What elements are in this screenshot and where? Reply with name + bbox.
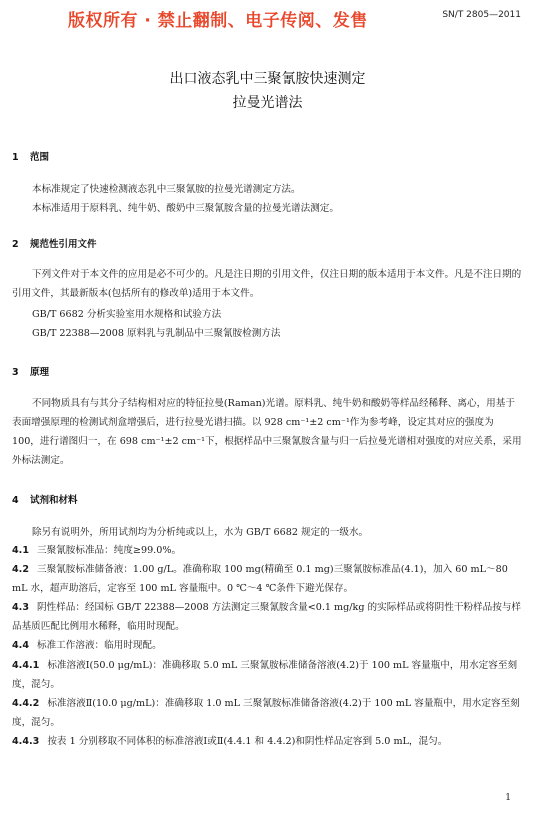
title-line-2: 拉曼光谱法	[232, 95, 303, 111]
paragraph: 下列文件对于本文件的应用是必不可少的。凡是注日期的引用文件，仅注日期的版本适用于本文件。凡是不注日期的引用文件，其最新版本(包括所有的修改单)适用于本文件。	[12, 269, 522, 299]
section-number: 1	[12, 152, 19, 163]
section-title: 试剂和材料	[30, 495, 78, 506]
clause-text: 三聚氰胺标准品：纯度≥99.0%。	[37, 545, 182, 556]
document-number: SN/T 2805—2011	[442, 10, 521, 20]
section-title: 原理	[30, 367, 50, 378]
clause-text: 标准工作溶液：临用时现配。	[37, 640, 162, 651]
clause-text: 标准溶液Ⅰ(50.0 μg/mL)：准确移取 5.0 mL 三聚氰胺标准储备溶液(4.2)于 100 mL 容量瓶中，用水定容至刻度，混匀。	[12, 660, 518, 690]
clause-4-1	[12, 541, 524, 560]
clause-4-2	[12, 560, 524, 598]
section-title: 范围	[30, 152, 50, 163]
clause-4-4-2	[12, 694, 524, 732]
clause-4-3	[12, 598, 524, 636]
clause-text: 标准溶液Ⅱ(10.0 μg/mL)：准确移取 1.0 mL 三聚氰胺标准储备溶液(4.2)于 100 mL 容量瓶中，用水定容至刻度，混匀。	[12, 698, 520, 728]
watermark: 版权所有 · 禁止翻制、电子传阅、发售	[68, 11, 368, 31]
section-1-heading	[12, 149, 49, 163]
paragraph: 不同物质具有与其分子结构相对应的特征拉曼(Raman)光谱。原料乳、纯牛奶和酸奶等样品经稀释、离心，用基于表面增强原理的检测试剂盒增强后，进行拉曼光谱扫描。以 928 cm⁻¹±2 cm⁻¹作为参考峰，设定其对应的强度为 100，进行谱图归一，在 698 cm⁻¹±2 cm⁻¹下，根据样品中三聚氰胺含量与归一后拉曼光谱相对强度的对应关系，采用外标法测定。	[12, 398, 522, 466]
clause-4-4	[12, 636, 524, 655]
clause-number: 4.4.3	[12, 736, 40, 747]
clause-number: 4.2	[12, 564, 29, 575]
paragraph: 除另有说明外，所用试剂均为分析纯或以上，水为 GB/T 6682 规定的一级水。	[32, 527, 369, 538]
clause-text: 按表 1 分别移取不同体积的标准溶液Ⅰ或Ⅱ(4.4.1 和 4.4.2)和阴性样品定容到 5.0 mL，混匀。	[47, 736, 448, 747]
section-number: 3	[12, 367, 19, 378]
section-4-heading	[12, 492, 78, 506]
page-number: 1	[505, 793, 511, 803]
clause-number: 4.1	[12, 545, 29, 556]
reference-item: GB/T 6682 分析实验室用水规格和试验方法	[32, 309, 222, 320]
clause-number: 4.3	[12, 602, 29, 613]
reference-item: GB/T 22388—2008 原料乳与乳制品中三聚氰胺检测方法	[32, 328, 281, 339]
clause-text: 三聚氰胺标准储备液：1.00 g/L。准确称取 100 mg(精确至 0.1 mg)三聚氰胺标准品(4.1)，加入 60 mL～80 mL 水，超声助溶后，定容至 100 mL 容量瓶中。0 ℃～4 ℃条件下避光保存。	[12, 564, 508, 594]
section-3-heading	[12, 364, 49, 378]
title-line-1: 出口液态乳中三聚氰胺快速测定	[169, 71, 366, 87]
clause-number: 4.4	[12, 640, 29, 651]
clause-number: 4.4.1	[12, 660, 40, 671]
clause-number: 4.4.2	[12, 698, 40, 709]
section-2-heading	[12, 236, 97, 250]
section-number: 2	[12, 239, 19, 250]
paragraph: 本标准适用于原料乳、纯牛奶、酸奶中三聚氰胺含量的拉曼光谱法测定。	[32, 203, 339, 214]
clause-4-4-3	[12, 732, 524, 751]
clause-text: 阴性样品：经国标 GB/T 22388—2008 方法测定三聚氰胺含量<0.1 mg/kg 的实际样品或将阴性干粉样品按与样品基质匹配比例用水稀释，临用时现配。	[12, 602, 522, 632]
paragraph: 本标准规定了快速检测液态乳中三聚氰胺的拉曼光谱测定方法。	[32, 184, 301, 195]
clause-4-4-1	[12, 656, 524, 694]
section-title: 规范性引用文件	[30, 239, 97, 250]
section-number: 4	[12, 495, 19, 506]
